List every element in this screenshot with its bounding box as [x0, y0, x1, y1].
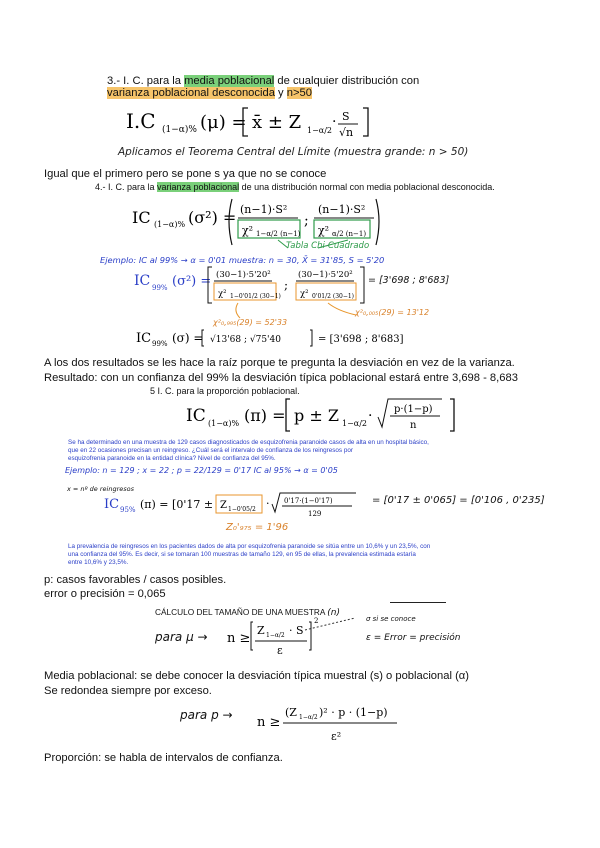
- svg-text:ε: ε: [277, 644, 283, 657]
- svg-text:1−α/2 (n−1): 1−α/2 (n−1): [256, 230, 301, 238]
- section5-worked: [100, 490, 360, 520]
- svg-text:n ≥: n ≥: [227, 631, 251, 646]
- svg-text:0'01/2 (30−1): 0'01/2 (30−1): [312, 293, 355, 300]
- svg-text:IC: IC: [186, 406, 206, 426]
- svg-text:x̄ ± Z: x̄ ± Z: [252, 112, 302, 133]
- svg-text:IC: IC: [136, 331, 152, 346]
- note-raiz: A los dos resultados se les hace la raíz porque te pregunta la desviación en vez de la varianza.: [44, 357, 515, 369]
- svg-text:(σ²) =: (σ²) =: [188, 208, 237, 227]
- svg-text:χ²: χ²: [318, 224, 330, 237]
- svg-text:· S: · S: [289, 624, 304, 637]
- svg-text:(π) = [0'17 ±: (π) = [0'17 ±: [140, 498, 214, 511]
- svg-text:1−0'01/2 (30−1): 1−0'01/2 (30−1): [230, 293, 281, 300]
- note-proporcion: Proporción: se habla de intervalos de confianza.: [44, 752, 283, 764]
- section6-title-text: CÁLCULO DEL TAMAÑO DE UNA MUESTRA: [155, 607, 325, 617]
- section5-formula: [180, 395, 470, 437]
- section6-para-mu: para μ →: [155, 630, 208, 644]
- section6-para-p: para p →: [180, 708, 233, 722]
- svg-text:χ²: χ²: [300, 289, 309, 299]
- svg-text:√13'68 ; √75'40: √13'68 ; √75'40: [210, 335, 281, 345]
- svg-text:0'17·(1−0'17): 0'17·(1−0'17): [284, 497, 333, 505]
- section5-conclusion-2: una confianza del 95%. Es decir, si se tomaran 100 muestras de tamaño 129, en 95 de ellas, la prevalencia estimada estaría: [68, 551, 416, 558]
- svg-text:99%: 99%: [152, 340, 168, 348]
- svg-text:(30−1)·5'20²: (30−1)·5'20²: [298, 270, 353, 280]
- note-media: Media poblacional: se debe conocer la desviación típica muestral (s) o poblacional (α): [44, 670, 469, 682]
- svg-text:(1−α)%: (1−α)%: [154, 220, 186, 229]
- svg-text:(μ) =: (μ) =: [200, 112, 247, 133]
- section5-x-def: x = nº de reingresos: [67, 485, 135, 493]
- svg-text:·: ·: [368, 408, 373, 424]
- svg-text:ε²: ε²: [331, 730, 342, 743]
- svg-text:)² · p · (1−p): )² · p · (1−p): [319, 706, 388, 719]
- note-casos: p: casos favorables / casos posibles.: [44, 574, 227, 586]
- section3-title-pre: 3.- I. C. para la: [107, 75, 185, 87]
- svg-text:(n−1)·S²: (n−1)·S²: [240, 203, 288, 216]
- section3-formula: [120, 100, 380, 142]
- section6-n-label: (n): [327, 608, 341, 618]
- section4-result: = [3'698 ; 8'683]: [368, 275, 450, 286]
- note-error: error o precisión = 0,065: [44, 588, 166, 600]
- section6-formula-mu: [225, 614, 365, 668]
- section3-note: Aplicamos el Teorema Central del Límite (muestra grande: n > 50): [118, 146, 469, 158]
- svg-text:χ²: χ²: [218, 289, 227, 299]
- section5-conclusion-3: entre 10,6% y 23,5%.: [68, 559, 129, 566]
- svg-text:α/2 (n−1): α/2 (n−1): [332, 230, 367, 238]
- svg-text:√n: √n: [339, 126, 354, 139]
- svg-text:IC: IC: [104, 497, 120, 512]
- svg-text:(n−1)·S²: (n−1)·S²: [318, 203, 366, 216]
- svg-text:(σ) =: (σ) =: [172, 331, 204, 345]
- svg-text:1−α/2: 1−α/2: [299, 714, 318, 721]
- svg-text:(1−α)%: (1−α)%: [162, 125, 197, 135]
- svg-text:129: 129: [308, 510, 322, 518]
- svg-text:1−α/2: 1−α/2: [307, 126, 332, 135]
- svg-text:IC: IC: [132, 208, 151, 227]
- note-resultado: Resultado: con un confianza del 99% la desviación típica poblacional estará entre 3,698 - 8,683: [44, 372, 518, 384]
- section3-title-line2: [107, 87, 312, 100]
- svg-text:99%: 99%: [152, 284, 168, 292]
- section5-conclusion-1: La prevalencia de reingresos en los pacientes dados de alta por esquizofrenia paranoide se sitúa entre un 10,6% y un 23,5%, con: [68, 543, 431, 550]
- svg-text:= [3'698 ; 8'683]: = [3'698 ; 8'683]: [318, 334, 404, 345]
- section4-example: Ejemplo: IC al 99% → α = 0'01 muestra: n = 30, X̄ = 31'85, S = 5'20: [100, 255, 385, 265]
- section6-formula-p: [255, 698, 405, 748]
- section5-problem-1: Se ha determinado en una muestra de 129 casos diagnosticados de esquizofrenia paranoide casos de alta en un hospital básico,: [68, 439, 429, 446]
- svg-text:IC: IC: [134, 273, 151, 289]
- svg-text:n: n: [410, 420, 417, 431]
- svg-text:(π) =: (π) =: [244, 406, 286, 425]
- note-igual: Igual que el primero pero se pone s ya que no se conoce: [44, 168, 327, 180]
- svg-text:·: ·: [332, 114, 337, 130]
- svg-text:2: 2: [314, 617, 319, 625]
- section4-title-hl: varianza poblacional: [157, 182, 240, 192]
- section4-chi-high: χ²₀,₀₀₅(29) = 13'12: [355, 308, 430, 317]
- section5-result: = [0'17 ± 0'065] = [0'106 , 0'235]: [372, 495, 545, 506]
- section3-title-mid: de cualquier distribución con: [274, 75, 420, 87]
- svg-text:Z: Z: [220, 500, 227, 511]
- svg-text:·: ·: [266, 497, 270, 510]
- section4-chi-low: χ²₀,₉₉₅(29) = 52'33: [213, 318, 288, 327]
- section5-problem-2: que en 22 ocasiones precisan un reingreso. ¿Cuál será el intervalo de confianza de los reingresos por: [68, 447, 353, 454]
- section6-side2: ε = Error = precisión: [366, 633, 461, 643]
- section3-title-and: y: [274, 87, 287, 99]
- section6-divider: [390, 602, 446, 603]
- svg-text:(30−1)·5'20²: (30−1)·5'20²: [216, 270, 271, 280]
- svg-text:1−α/2: 1−α/2: [342, 419, 367, 428]
- section4-title-pre: 4.- I. C. para la: [95, 182, 158, 192]
- svg-text:χ²: χ²: [242, 224, 254, 237]
- section4-title-post: de una distribución normal con media poblacional desconocida.: [239, 182, 495, 192]
- svg-text:p ± Z: p ± Z: [294, 406, 339, 425]
- section4-title: [95, 182, 495, 193]
- section6-side1: σ si se conoce: [366, 615, 416, 623]
- section4-table-note: Tabla Chi-Cuadrado: [286, 241, 370, 251]
- svg-text:(Z: (Z: [285, 706, 297, 719]
- section3-title-hl1: media poblacional: [184, 75, 275, 87]
- section4-sqrt: [130, 326, 490, 350]
- svg-text:(1−α)%: (1−α)%: [208, 419, 240, 428]
- note-redondea: Se redondea siempre por exceso.: [44, 685, 212, 697]
- svg-text:1−α/2: 1−α/2: [266, 632, 285, 639]
- svg-text:p·(1−p): p·(1−p): [394, 404, 433, 415]
- section5-data-line: Ejemplo: n = 129 ; x = 22 ; p = 22/129 = 0'17 IC al 95% → α = 0'05: [65, 466, 338, 475]
- section5-z-value: Z₀'₉₇₅ = 1'96: [226, 522, 289, 533]
- svg-text:(σ²) =: (σ²) =: [172, 274, 212, 289]
- svg-text:95%: 95%: [120, 506, 136, 514]
- section3-title-hl3: n>50: [286, 87, 312, 99]
- svg-text:;: ;: [304, 213, 309, 229]
- section4-worked: [128, 263, 458, 329]
- svg-text:;: ;: [284, 278, 289, 292]
- svg-text:1−0'05/2: 1−0'05/2: [228, 506, 256, 513]
- section5-problem-3: esquizofrenia paranoide en la entidad clínica? Nivel de confianza del 95%.: [68, 455, 276, 462]
- svg-text:Z: Z: [257, 624, 265, 637]
- svg-text:n ≥: n ≥: [257, 715, 281, 730]
- section3-title-hl2: varianza poblacional desconocida: [107, 87, 275, 99]
- section5-title: 5 I. C. para la proporción poblacional.: [150, 386, 300, 396]
- svg-text:S: S: [342, 110, 350, 123]
- svg-text:I.C: I.C: [126, 109, 156, 133]
